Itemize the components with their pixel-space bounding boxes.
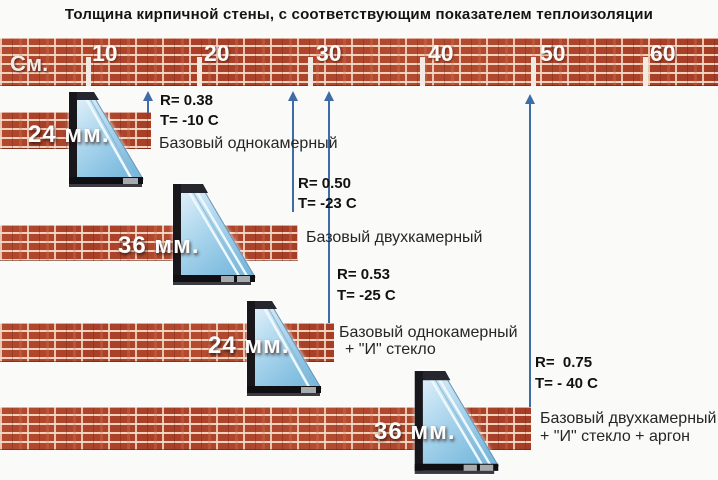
r-value-row2: R= 0.50 [298, 175, 351, 192]
ruler-number-10: 10 [92, 40, 118, 66]
wall-thickness-label-row4: 36 мм. [374, 418, 456, 445]
ruler-unit-label: См. [10, 51, 49, 76]
ruler-number-60: 60 [650, 40, 676, 66]
ruler-tick-20 [197, 57, 202, 86]
arrow-line-row1 [147, 100, 149, 113]
ruler-tick-10 [86, 57, 91, 86]
ruler-number-50: 50 [540, 40, 566, 66]
ruler-tick-50 [531, 57, 536, 86]
ruler-tick-60 [643, 57, 648, 86]
desc-row2: Базовый двухкамерный [306, 229, 483, 246]
ruler-number-30: 30 [316, 40, 342, 66]
r-value-row4: R= 0.75 [535, 354, 593, 371]
desc-row3-line1: Базовый однокамерный [339, 324, 518, 341]
ruler-number-40: 40 [428, 40, 454, 66]
desc-row4-line2: + "И" стекло + аргон [540, 428, 690, 445]
arrow-line-row4 [529, 103, 531, 407]
t-value-row4: T= - 40 C [535, 375, 598, 392]
ruler-tick-40 [420, 57, 425, 86]
wall-thickness-label-row2: 36 мм. [118, 232, 200, 259]
t-value-row1: T= -10 C [160, 112, 219, 129]
ruler-band [0, 38, 718, 86]
t-value-row2: T= -23 C [298, 195, 357, 212]
page-title: Толщина кирпичной стены, с соответствующим показателем теплоизоляции [64, 6, 654, 23]
r-value-row3: R= 0.53 [337, 266, 390, 283]
arrow-line-row2 [292, 100, 294, 212]
wall-thickness-label-row1: 24 мм. [28, 121, 110, 148]
desc-row1: Базовый однокамерный [159, 135, 338, 152]
ruler-tick-30 [308, 57, 313, 86]
wall-thickness-label-row3: 24 мм. [208, 332, 290, 359]
desc-row4-line1: Базовый двухкамерный [540, 410, 717, 427]
t-value-row3: T= -25 C [337, 287, 396, 304]
ruler-number-20: 20 [204, 40, 230, 66]
desc-row3-line2: + "И" стекло [345, 341, 436, 358]
r-value-row1: R= 0.38 [160, 92, 213, 109]
